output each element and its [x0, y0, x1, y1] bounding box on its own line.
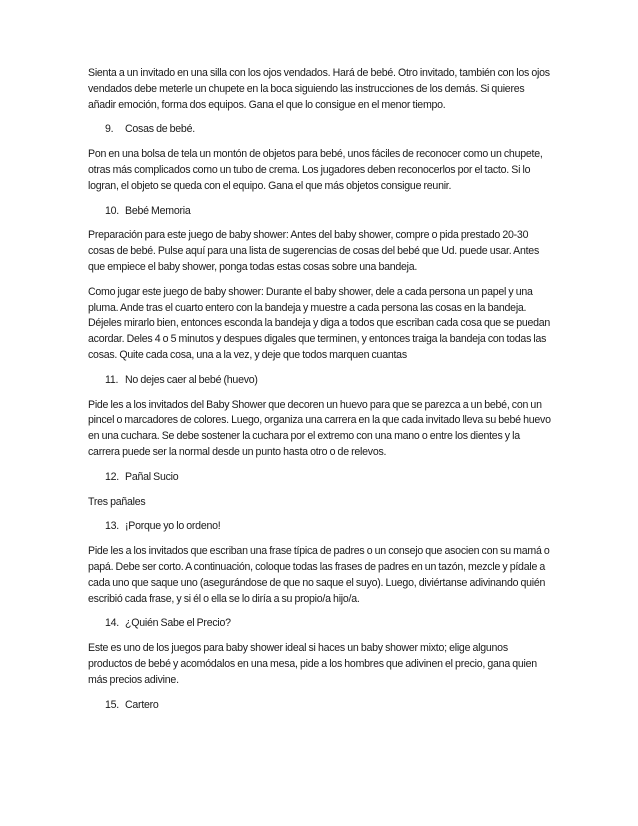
paragraph-egg-race: Pide les a los invitados del Baby Shower que decoren un huevo para que se parezca a un bebé, con un pincel o marcadores de colores. Luego, organiza una carrera en la que cada invitado lleva su bebé huevo en una cuchara. Se debe sostener la cuchara por el extremo con una mano o entre los dientes y la carrera puede ser la normal desde un punto hasta otro o de relevos. [88, 398, 551, 458]
heading-item-11 [88, 373, 552, 389]
paragraph-diapers: Tres pañales [88, 495, 146, 508]
heading-item-14 [88, 616, 552, 632]
item-title: Cosas de bebé. [125, 123, 195, 136]
item-title: ¡Porque yo lo ordeno! [125, 520, 221, 533]
document-page [88, 66, 552, 722]
item-number: 13. [105, 520, 119, 533]
item-number: 10. [105, 204, 119, 217]
paragraph-parent-phrases: Pide les a los invitados que escriban una frase típica de padres o un consejo que asocien con su mamá o papá. Debe ser corto. A continuación, coloque todas las frases de padres en un tazón, mezcle y pídale a cada uno que saque uno (asegurándose de que no saque el suyo). Luego, diviértanse adivinando quién escribió cada frase, y si él o ella se lo diría a su propio/a hijo/a. [88, 545, 550, 605]
item-title: Bebé Memoria [125, 204, 191, 217]
item-number: 12. [105, 470, 119, 483]
paragraph-pacifier-game: Sienta a un invitado en una silla con los ojos vendados. Hará de bebé. Otro invitado, también con los ojos vendados debe meterle un chupete en la boca siguiendo las instrucciones de los demás. Si quieres añadir emoción, forma dos equipos. Gana el que lo consigue en el menor tiempo. [88, 67, 550, 111]
paragraph-memory-howto: Como jugar este juego de baby shower: Durante el baby shower, dele a cada persona un papel y una pluma. Ande tras el cuarto entero con la bandeja y muestre a cada persona las cosas en la bandeja. Déjeles mirarlo bien, entonces esconda la bandeja y diga a todos que escriban cada cosa que se puedan acordar. Deles 4 o 5 minutos y despues digales que terminen, y entonces traiga la bandeja con todas las cosas. Quite cada cosa, una a la vez, y deje que todos marquen cuantas [88, 285, 551, 361]
item-title: Pañal Sucio [125, 470, 179, 483]
paragraph-price-game: Este es uno de los juegos para baby shower ideal si haces un baby shower mixto; elige algunos productos de bebé y acomódalos en una mesa, pide a los hombres que adivinen el precio, gana quien más precios adivine. [88, 642, 537, 686]
item-number: 11. [105, 373, 119, 386]
heading-item-15 [88, 698, 552, 714]
paragraph-memory-prep: Preparación para este juego de baby shower: Antes del baby shower, compre o pida prestado 20-30 cosas de bebé. Pulse aquí para una lista de sugerencias de cosas del bebé que Ud. puede usar. Antes que empiece el baby shower, ponga todas estas cosas sobre una bandeja. [88, 229, 539, 273]
item-title: No dejes caer al bebé (huevo) [125, 373, 258, 386]
item-title: ¿Quién Sabe el Precio? [125, 617, 231, 630]
heading-item-9 [88, 122, 552, 138]
item-title: Cartero [125, 698, 159, 711]
item-number: 14. [105, 617, 119, 630]
heading-item-13 [88, 519, 552, 535]
heading-item-12 [88, 470, 552, 486]
heading-item-10 [88, 204, 552, 220]
item-number: 9. [105, 123, 114, 136]
item-number: 15. [105, 698, 119, 711]
paragraph-baby-things: Pon en una bolsa de tela un montón de objetos para bebé, unos fáciles de reconocer como un chupete, otras más complicados como un tubo de crema. Los jugadores deben reconocerlos por el tacto. Si lo logran, el objeto se queda con el equipo. Gana el que más objetos consigue reunir. [88, 148, 543, 192]
